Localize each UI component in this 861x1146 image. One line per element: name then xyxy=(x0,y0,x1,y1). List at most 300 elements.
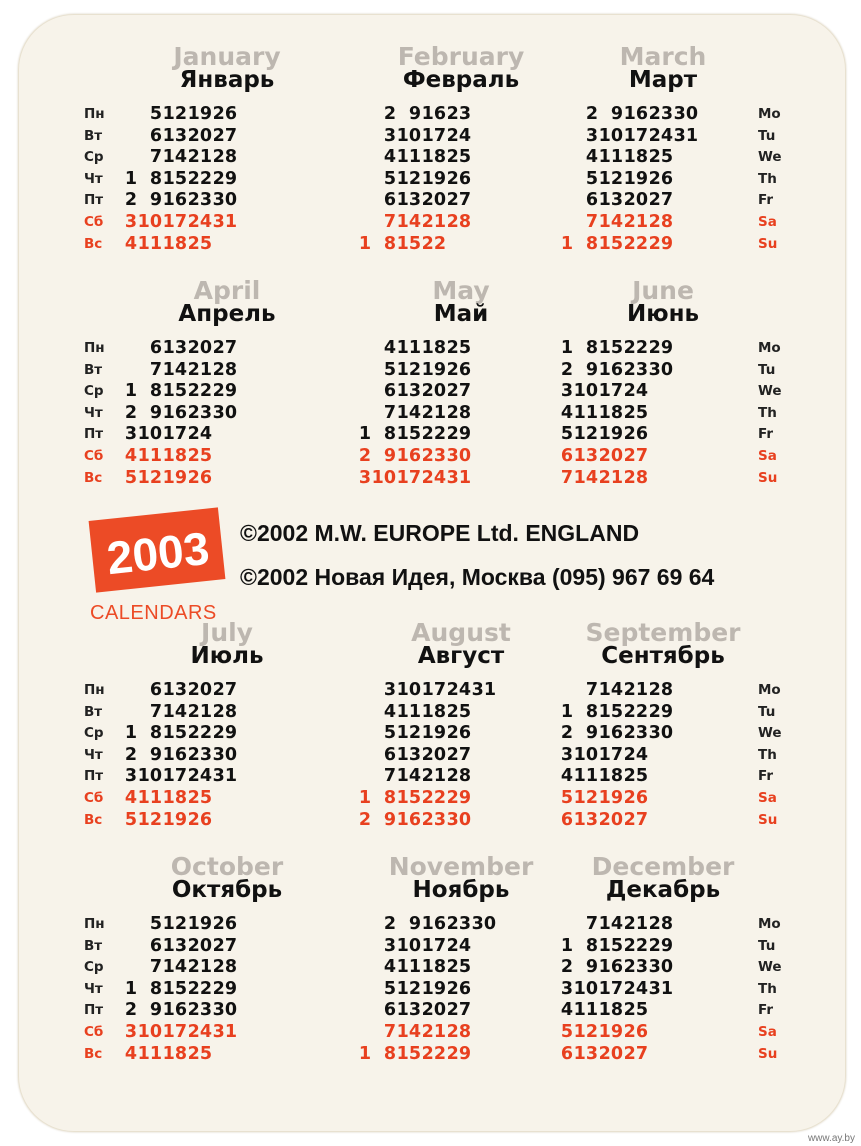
day-number: 17 xyxy=(623,125,648,146)
weekday-row xyxy=(112,169,237,191)
day-number: 9 xyxy=(408,104,421,124)
day-number: 17 xyxy=(421,680,446,700)
weekday-label: Tu xyxy=(758,127,776,144)
day-number: 29 xyxy=(446,1043,471,1064)
day-number: 21 xyxy=(598,467,623,488)
day-number: 11 xyxy=(573,1000,598,1021)
month-name-ru: Декабрь xyxy=(605,877,721,903)
weekday-label: Вс xyxy=(84,469,103,486)
weekday-row xyxy=(112,766,237,788)
day-number: 24 xyxy=(623,381,648,402)
day-number: 7 xyxy=(585,211,598,232)
day-number: 30 xyxy=(648,957,673,978)
weekday-row xyxy=(112,190,237,212)
day-number: 30 xyxy=(446,809,471,830)
day-number: 9 xyxy=(383,809,396,830)
day-number: 22 xyxy=(187,723,212,744)
day-number: 13 xyxy=(162,338,187,358)
day-number: 19 xyxy=(187,104,212,124)
day-number: 19 xyxy=(187,914,212,934)
weekday-row xyxy=(548,190,698,212)
weekday-row xyxy=(548,338,673,360)
day-number: 6 xyxy=(560,1043,573,1064)
day-number: 5 xyxy=(124,809,137,830)
weekday-row xyxy=(548,680,673,702)
day-number: 15 xyxy=(396,1043,421,1064)
day-number: 19 xyxy=(623,168,648,189)
day-number: 28 xyxy=(212,147,237,168)
day-number: 14 xyxy=(396,766,421,787)
weekday-row xyxy=(112,424,237,446)
day-number: 27 xyxy=(623,1043,648,1064)
day-number: 18 xyxy=(162,445,187,466)
day-number: 12 xyxy=(396,978,421,999)
day-number: 12 xyxy=(396,359,421,380)
day-number: 20 xyxy=(623,190,648,211)
day-number: 9 xyxy=(585,957,598,978)
weekday-label: Ср xyxy=(84,725,104,742)
weekday-label: We xyxy=(758,383,782,400)
day-number: 28 xyxy=(212,359,237,380)
day-number: 28 xyxy=(446,1021,471,1042)
day-number: 19 xyxy=(421,978,446,999)
weekday-row xyxy=(346,104,471,126)
day-number: 14 xyxy=(598,914,623,934)
weekday-label: Чт xyxy=(84,404,103,421)
day-number: 12 xyxy=(137,467,162,488)
day-number: 7 xyxy=(383,402,396,423)
day-number: 28 xyxy=(446,402,471,423)
day-number: 23 xyxy=(446,914,471,934)
day-number: 13 xyxy=(162,125,187,146)
day-number: 3 xyxy=(383,680,396,700)
day-number: 16 xyxy=(598,957,623,978)
day-number: 4 xyxy=(124,445,137,466)
month-name-en: June xyxy=(632,276,694,305)
day-number: 14 xyxy=(396,211,421,232)
day-number: 4 xyxy=(560,766,573,787)
day-number: 13 xyxy=(162,935,187,956)
day-number: 3 xyxy=(585,125,598,146)
day-number: 3 xyxy=(124,424,137,445)
weekday-row xyxy=(346,190,471,212)
day-number: 8 xyxy=(383,424,396,445)
weekday-row xyxy=(548,468,673,490)
day-number: 11 xyxy=(137,787,162,808)
day-number: 20 xyxy=(421,381,446,402)
day-number: 23 xyxy=(648,104,673,124)
day-number: 7 xyxy=(149,359,162,380)
weekday-row xyxy=(346,360,471,382)
weekday-row xyxy=(112,957,237,979)
day-number: 5 xyxy=(149,104,162,124)
weekday-label: Ср xyxy=(84,959,104,976)
day-number: 8 xyxy=(149,381,162,402)
day-number: 2 xyxy=(560,359,573,380)
weekday-label: Чт xyxy=(84,746,103,763)
day-number: 21 xyxy=(623,680,648,700)
weekday-row xyxy=(346,979,496,1001)
weekday-label: Пн xyxy=(84,106,105,122)
day-number: 26 xyxy=(446,359,471,380)
weekday-label: Сб xyxy=(84,789,104,806)
weekday-row xyxy=(548,147,698,169)
day-number: 18 xyxy=(421,957,446,978)
day-number: 3 xyxy=(560,744,573,765)
weekday-row xyxy=(346,169,471,191)
day-number: 23 xyxy=(421,445,446,466)
month-days xyxy=(548,104,698,255)
day-number: 1 xyxy=(124,978,137,999)
weekday-row xyxy=(112,1044,237,1066)
day-number: 24 xyxy=(648,125,673,146)
day-number: 23 xyxy=(421,809,446,830)
day-number: 6 xyxy=(383,744,396,765)
day-number: 12 xyxy=(573,424,598,445)
month-name-ru: Январь xyxy=(179,67,275,93)
weekday-row xyxy=(112,338,237,360)
weekday-label: Th xyxy=(758,980,777,997)
watermark: www.ay.by xyxy=(807,1133,855,1144)
day-number: 30 xyxy=(471,914,496,934)
month-days xyxy=(346,680,496,831)
day-number: 29 xyxy=(212,168,237,189)
calendar-card xyxy=(18,14,846,1132)
weekday-row xyxy=(346,936,496,958)
day-number: 31 xyxy=(673,125,698,146)
weekday-row xyxy=(346,424,471,446)
weekday-label: Сб xyxy=(84,213,104,230)
day-number: 22 xyxy=(623,338,648,358)
month-name-en: August xyxy=(411,618,511,647)
day-number: 16 xyxy=(421,914,446,934)
day-number: 9 xyxy=(585,723,598,744)
day-number: 25 xyxy=(446,147,471,168)
month-name-ru: Июль xyxy=(190,643,264,669)
day-number: 29 xyxy=(212,978,237,999)
day-number: 14 xyxy=(162,147,187,168)
weekday-row xyxy=(112,234,237,256)
day-number: 12 xyxy=(396,723,421,744)
day-number: 5 xyxy=(560,1021,573,1042)
month-name-ru: Май xyxy=(433,301,489,327)
weekday-row xyxy=(548,702,673,724)
day-number: 26 xyxy=(446,168,471,189)
day-number: 24 xyxy=(187,424,212,445)
weekday-label: Пт xyxy=(84,426,104,443)
day-number: 24 xyxy=(623,978,648,999)
day-number: 5 xyxy=(560,424,573,445)
day-number: 16 xyxy=(623,104,648,124)
day-number: 18 xyxy=(421,147,446,168)
weekday-row xyxy=(548,234,698,256)
weekday-label: Ср xyxy=(84,149,104,166)
day-number: 8 xyxy=(585,935,598,956)
month-name-en: January xyxy=(173,42,281,71)
month-name-en: March xyxy=(619,42,707,71)
day-number: 1 xyxy=(124,168,137,189)
day-number: 7 xyxy=(383,1021,396,1042)
day-number: 25 xyxy=(648,147,673,168)
day-number: 27 xyxy=(446,1000,471,1021)
weekday-row xyxy=(548,104,698,126)
day-number: 18 xyxy=(598,1000,623,1021)
weekday-row xyxy=(346,745,496,767)
weekday-row xyxy=(112,403,237,425)
day-number: 11 xyxy=(137,445,162,466)
weekday-row xyxy=(548,1000,673,1022)
day-number: 11 xyxy=(137,233,162,254)
day-number: 9 xyxy=(383,445,396,466)
day-number: 7 xyxy=(149,701,162,722)
weekday-label: Вс xyxy=(84,1045,103,1062)
day-number: 19 xyxy=(598,787,623,808)
month-days xyxy=(346,104,471,255)
day-number: 31 xyxy=(212,211,237,232)
weekday-row xyxy=(346,446,471,468)
month-days xyxy=(346,338,471,489)
day-number: 4 xyxy=(383,701,396,722)
weekday-label: Sa xyxy=(758,213,777,230)
day-number: 1 xyxy=(124,381,137,402)
weekday-row xyxy=(112,468,237,490)
day-number: 9 xyxy=(408,914,421,934)
month-days xyxy=(548,338,673,489)
day-number: 2 xyxy=(560,957,573,978)
day-number: 28 xyxy=(212,701,237,722)
day-number: 12 xyxy=(162,104,187,124)
day-number: 7 xyxy=(585,914,598,934)
day-number: 20 xyxy=(421,190,446,211)
weekday-label: Пт xyxy=(84,768,104,785)
day-number: 30 xyxy=(212,402,237,423)
day-number: 20 xyxy=(187,338,212,358)
weekday-row xyxy=(346,212,471,234)
day-number: 12 xyxy=(137,809,162,830)
weekday-row xyxy=(112,723,237,745)
day-number: 23 xyxy=(623,957,648,978)
day-number: 13 xyxy=(573,445,598,466)
day-number: 11 xyxy=(573,402,598,423)
day-number: 27 xyxy=(623,445,648,466)
month-name-en: April xyxy=(193,276,261,305)
weekday-row xyxy=(112,745,237,767)
day-number: 16 xyxy=(598,359,623,380)
day-number: 4 xyxy=(383,957,396,978)
day-number: 2 xyxy=(124,190,137,211)
weekday-row xyxy=(346,147,471,169)
day-number: 22 xyxy=(421,1043,446,1064)
day-number: 26 xyxy=(648,168,673,189)
day-number: 1 xyxy=(358,787,371,808)
weekday-label: Th xyxy=(758,746,777,763)
day-number: 2 xyxy=(383,914,396,934)
weekday-label: Fr xyxy=(758,192,774,209)
day-number: 19 xyxy=(598,424,623,445)
day-number: 8 xyxy=(585,701,598,722)
day-number: 28 xyxy=(446,766,471,787)
day-number: 12 xyxy=(598,168,623,189)
day-number: 9 xyxy=(585,359,598,380)
day-number: 5 xyxy=(560,787,573,808)
month-days xyxy=(112,104,237,255)
weekday-row xyxy=(548,1044,673,1066)
month-name-en: February xyxy=(397,42,525,71)
weekday-label: Th xyxy=(758,404,777,421)
day-number: 23 xyxy=(187,190,212,211)
weekday-row xyxy=(346,914,496,936)
day-number: 15 xyxy=(162,381,187,402)
day-number: 30 xyxy=(673,104,698,124)
weekday-row xyxy=(346,126,471,148)
day-number: 18 xyxy=(162,787,187,808)
weekday-row xyxy=(548,979,673,1001)
day-number: 27 xyxy=(446,190,471,211)
weekday-row xyxy=(346,403,471,425)
weekday-row xyxy=(548,381,673,403)
day-number: 27 xyxy=(212,935,237,956)
weekday-label: Чт xyxy=(84,980,103,997)
day-number: 12 xyxy=(573,1021,598,1042)
day-number: 18 xyxy=(162,1043,187,1064)
day-number: 29 xyxy=(446,424,471,445)
day-number: 2 xyxy=(124,402,137,423)
weekday-row xyxy=(112,810,237,832)
weekday-label: Th xyxy=(758,170,777,187)
day-number: 30 xyxy=(212,1000,237,1021)
day-number: 28 xyxy=(648,914,673,934)
day-number: 22 xyxy=(421,233,446,254)
day-number: 26 xyxy=(212,914,237,934)
day-number: 31 xyxy=(471,680,496,700)
day-number: 5 xyxy=(383,978,396,999)
weekday-row xyxy=(346,1000,496,1022)
weekday-label: Tu xyxy=(758,937,776,954)
day-number: 25 xyxy=(446,701,471,722)
day-number: 19 xyxy=(598,1021,623,1042)
logo-year: 2003 xyxy=(104,521,212,585)
day-number: 27 xyxy=(212,680,237,700)
day-number: 31 xyxy=(212,1021,237,1042)
day-number: 2 xyxy=(383,104,396,124)
day-number: 20 xyxy=(598,445,623,466)
day-number: 22 xyxy=(421,787,446,808)
day-number: 15 xyxy=(162,978,187,999)
weekday-row xyxy=(346,723,496,745)
day-number: 25 xyxy=(187,445,212,466)
day-number: 7 xyxy=(585,680,598,700)
day-number: 13 xyxy=(573,809,598,830)
day-number: 20 xyxy=(598,809,623,830)
weekday-row xyxy=(112,446,237,468)
day-number: 20 xyxy=(187,125,212,146)
weekday-label: Вт xyxy=(84,937,103,954)
day-number: 14 xyxy=(598,211,623,232)
day-number: 6 xyxy=(383,381,396,402)
weekday-label: We xyxy=(758,725,782,742)
weekday-row xyxy=(346,468,471,490)
day-number: 17 xyxy=(162,211,187,232)
day-number: 6 xyxy=(149,338,162,358)
day-number: 24 xyxy=(446,680,471,700)
day-number: 24 xyxy=(623,744,648,765)
day-number: 11 xyxy=(396,147,421,168)
weekday-row xyxy=(548,766,673,788)
weekday-row xyxy=(112,788,237,810)
day-number: 11 xyxy=(573,766,598,787)
day-number: 24 xyxy=(421,467,446,488)
weekday-row xyxy=(112,147,237,169)
weekday-label: Sa xyxy=(758,1023,777,1040)
day-number: 27 xyxy=(446,744,471,765)
copyright-line-2: ©2002 Новая Идея, Москва (095) 967 69 64 xyxy=(240,564,715,590)
weekday-label: Пн xyxy=(84,682,105,698)
day-number: 18 xyxy=(598,402,623,423)
weekday-row xyxy=(112,1000,237,1022)
day-number: 2 xyxy=(124,1000,137,1021)
day-number: 4 xyxy=(383,147,396,168)
day-number: 15 xyxy=(598,338,623,358)
day-number: 21 xyxy=(623,211,648,232)
month-name-ru: Октябрь xyxy=(171,877,283,903)
day-number: 25 xyxy=(623,766,648,787)
weekday-row xyxy=(548,810,673,832)
day-number: 15 xyxy=(396,787,421,808)
month-name-ru: Апрель xyxy=(178,301,276,327)
weekday-row xyxy=(112,104,237,126)
weekday-label: Mo xyxy=(758,106,781,122)
day-number: 20 xyxy=(421,1000,446,1021)
day-number: 23 xyxy=(187,744,212,765)
day-number: 11 xyxy=(396,957,421,978)
day-number: 5 xyxy=(383,359,396,380)
weekday-label: Пн xyxy=(84,916,105,932)
month-april xyxy=(112,276,342,506)
day-number: 29 xyxy=(212,723,237,744)
weekday-label: Сб xyxy=(84,1023,104,1040)
day-number: 7 xyxy=(383,766,396,787)
day-number: 5 xyxy=(585,168,598,189)
day-number: 16 xyxy=(162,190,187,211)
day-number: 22 xyxy=(623,701,648,722)
day-number: 2 xyxy=(124,744,137,765)
weekday-row xyxy=(548,936,673,958)
weekday-row xyxy=(346,957,496,979)
day-number: 3 xyxy=(383,935,396,956)
weekday-label: Su xyxy=(758,235,778,252)
weekday-row xyxy=(548,169,698,191)
day-number: 9 xyxy=(149,744,162,765)
day-number: 21 xyxy=(187,359,212,380)
day-number: 30 xyxy=(446,445,471,466)
day-number: 9 xyxy=(149,190,162,211)
day-number: 26 xyxy=(187,467,212,488)
month-name-en: October xyxy=(170,852,284,881)
weekday-row xyxy=(548,1022,673,1044)
day-number: 22 xyxy=(187,381,212,402)
weekday-row xyxy=(548,723,673,745)
day-number: 24 xyxy=(187,211,212,232)
day-number: 31 xyxy=(648,978,673,999)
weekday-row xyxy=(548,914,673,936)
day-number: 18 xyxy=(421,338,446,358)
day-number: 10 xyxy=(396,125,421,146)
day-number: 21 xyxy=(623,914,648,934)
month-name-ru: Сентябрь xyxy=(601,643,725,669)
day-number: 15 xyxy=(162,723,187,744)
day-number: 25 xyxy=(446,338,471,358)
month-september xyxy=(548,618,778,848)
